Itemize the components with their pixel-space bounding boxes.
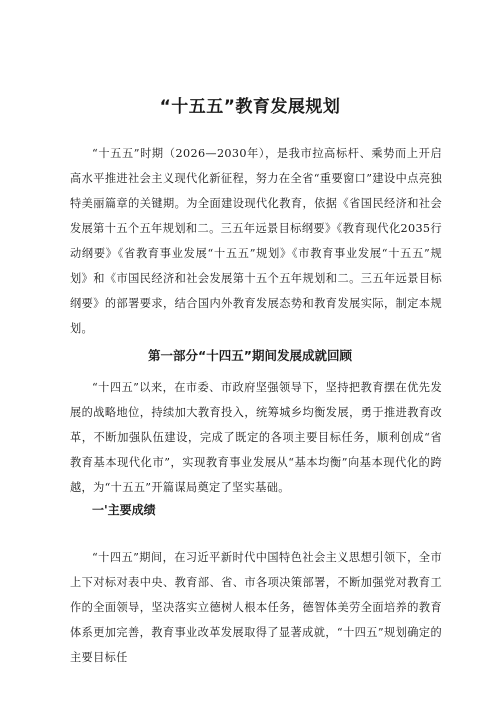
intro-paragraph: “十五五”时期（2026—2030年），是我市拉高标杆、乘势而上开启高水平推进社会主义现代化新征程，努力在全省“重要窗口”建设中点亮独特美丽篇章的关键期。为全面建设现代化教育，依据《省国民经济和社会发展第十五个五年规划和二。三五年远景目标纲要》《教育现代化2035行动纲要》《省教育事业发展“十五五”规划》《市教育事业发展“十五五”规划》和《市国民经济和社会发展第十五个五年规划和二。三五年远景目标纲要》的部署要求，结合国内外教育发展态势和教育发展实际，制定本规划。 (70, 147, 442, 335)
part1-paragraph: “十四五”以来，在市委、市政府坚强领导下，坚持把教育摆在优先发展的战略地位，持续加大教育投入，统筹城乡均衡发展，勇于推进教育改革，不断加强队伍建设，完成了既定的各项主要目标任务，顺利创成“省教育基本现代化市”，实现教育事业发展从“基本均衡”向基本现代化的跨越，为“十五五”开篇谋局奠定了坚实基础。 (70, 381, 442, 494)
section1-heading: 一'主要成绩 (92, 503, 156, 517)
section1-paragraph: “十四五”期间，在习近平新时代中国特色社会主义思想引领下，全市上下对标对表中央、教育部、省、市各项决策部署，不断加强党对教育工作的全面领导，坚决落实立德树人根本任务，德智体美劳全面培养的教育体系更加完善，教育事业改革发展取得了显著成就，“十四五”规划确定的主要目标任 (70, 551, 442, 664)
part1-heading: 第一部分“十四五”期间发展成就回顾 (148, 348, 352, 363)
document-title: “十五五”教育发展规划 (159, 97, 341, 117)
